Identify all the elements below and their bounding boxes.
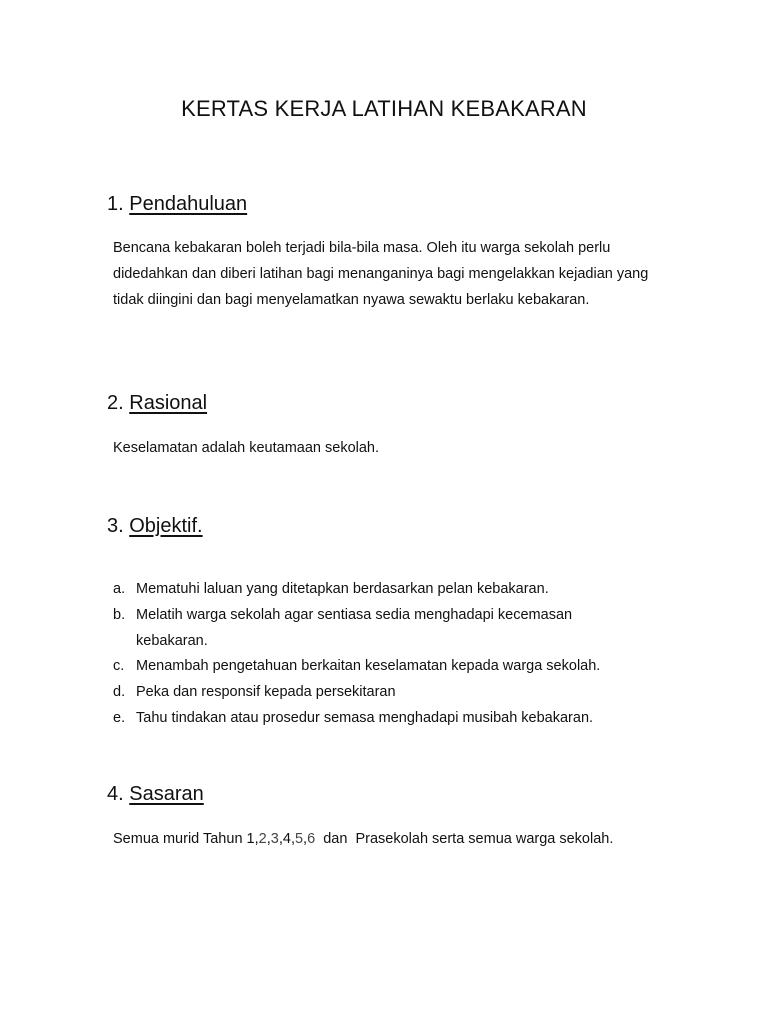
- pendahuluan-paragraph: Bencana kebakaran boleh terjadi bila-bila masa. Oleh itu warga sekolah perlu didedahkan dan diberi latihan bagi menanganinya bagi mengelakkan kejadian yang tidak diingini dan bagi menyelamatkan nyawa sewaktu berlaku kebakaran.: [113, 240, 649, 308]
- sasaran-text-after: dan Prasekolah serta semua warga sekolah.: [315, 831, 614, 847]
- year-separator: ,: [254, 831, 259, 847]
- section-heading-objektif: [107, 515, 203, 538]
- section-number: 3.: [107, 515, 124, 537]
- section-title: Pendahuluan: [129, 193, 248, 215]
- year-number: 5: [294, 831, 304, 847]
- list-item: [113, 706, 713, 732]
- list-item: [113, 654, 713, 680]
- year-separator: ,: [266, 831, 271, 847]
- section-heading-rasional: [107, 392, 207, 415]
- sasaran-text-before: Semua murid Tahun: [113, 831, 247, 847]
- objektif-list: [113, 577, 713, 732]
- year-separator: ,: [303, 831, 308, 847]
- list-marker: e.: [113, 709, 126, 726]
- section-number: 1.: [107, 193, 124, 215]
- section-number: 4.: [107, 783, 124, 805]
- section-heading-pendahuluan: [107, 193, 247, 216]
- list-marker: b.: [113, 606, 126, 623]
- list-item-text: Melatih warga sekolah agar sentiasa sedia menghadapi kecemasan kebakaran.: [136, 606, 573, 649]
- year-number: 4: [282, 831, 291, 847]
- list-marker: d.: [113, 684, 126, 701]
- list-marker: c.: [113, 658, 125, 675]
- section-title: Objektif.: [129, 515, 203, 537]
- year-number: 2: [258, 831, 267, 847]
- year-number: 1: [246, 831, 255, 847]
- list-item: [113, 603, 713, 655]
- list-item-text: Tahu tindakan atau prosedur semasa menghadapi musibah kebakaran.: [136, 709, 594, 726]
- year-number: 6: [307, 831, 316, 847]
- list-item-text: Mematuhi laluan yang ditetapkan berdasarkan pelan kebakaran.: [136, 581, 549, 597]
- document-title: KERTAS KERJA LATIHAN KEBAKARAN: [181, 96, 587, 121]
- section-heading-sasaran: [107, 783, 204, 806]
- list-item-text: Menambah pengetahuan berkaitan keselamatan kepada warga sekolah.: [136, 658, 601, 675]
- list-marker: a.: [113, 581, 126, 597]
- list-item: [113, 577, 713, 603]
- year-number: 3: [270, 831, 279, 847]
- year-separator: ,: [278, 831, 283, 847]
- sasaran-paragraph: [113, 826, 693, 852]
- section-title: Rasional: [129, 392, 208, 414]
- section-number: 2.: [107, 392, 124, 414]
- section-title: Sasaran: [129, 783, 204, 805]
- list-item: [113, 680, 713, 706]
- list-item-text: Peka dan responsif kepada persekitaran: [136, 684, 396, 701]
- year-separator: ,: [290, 831, 295, 847]
- rasional-paragraph: Keselamatan adalah keutamaan sekolah.: [113, 440, 380, 456]
